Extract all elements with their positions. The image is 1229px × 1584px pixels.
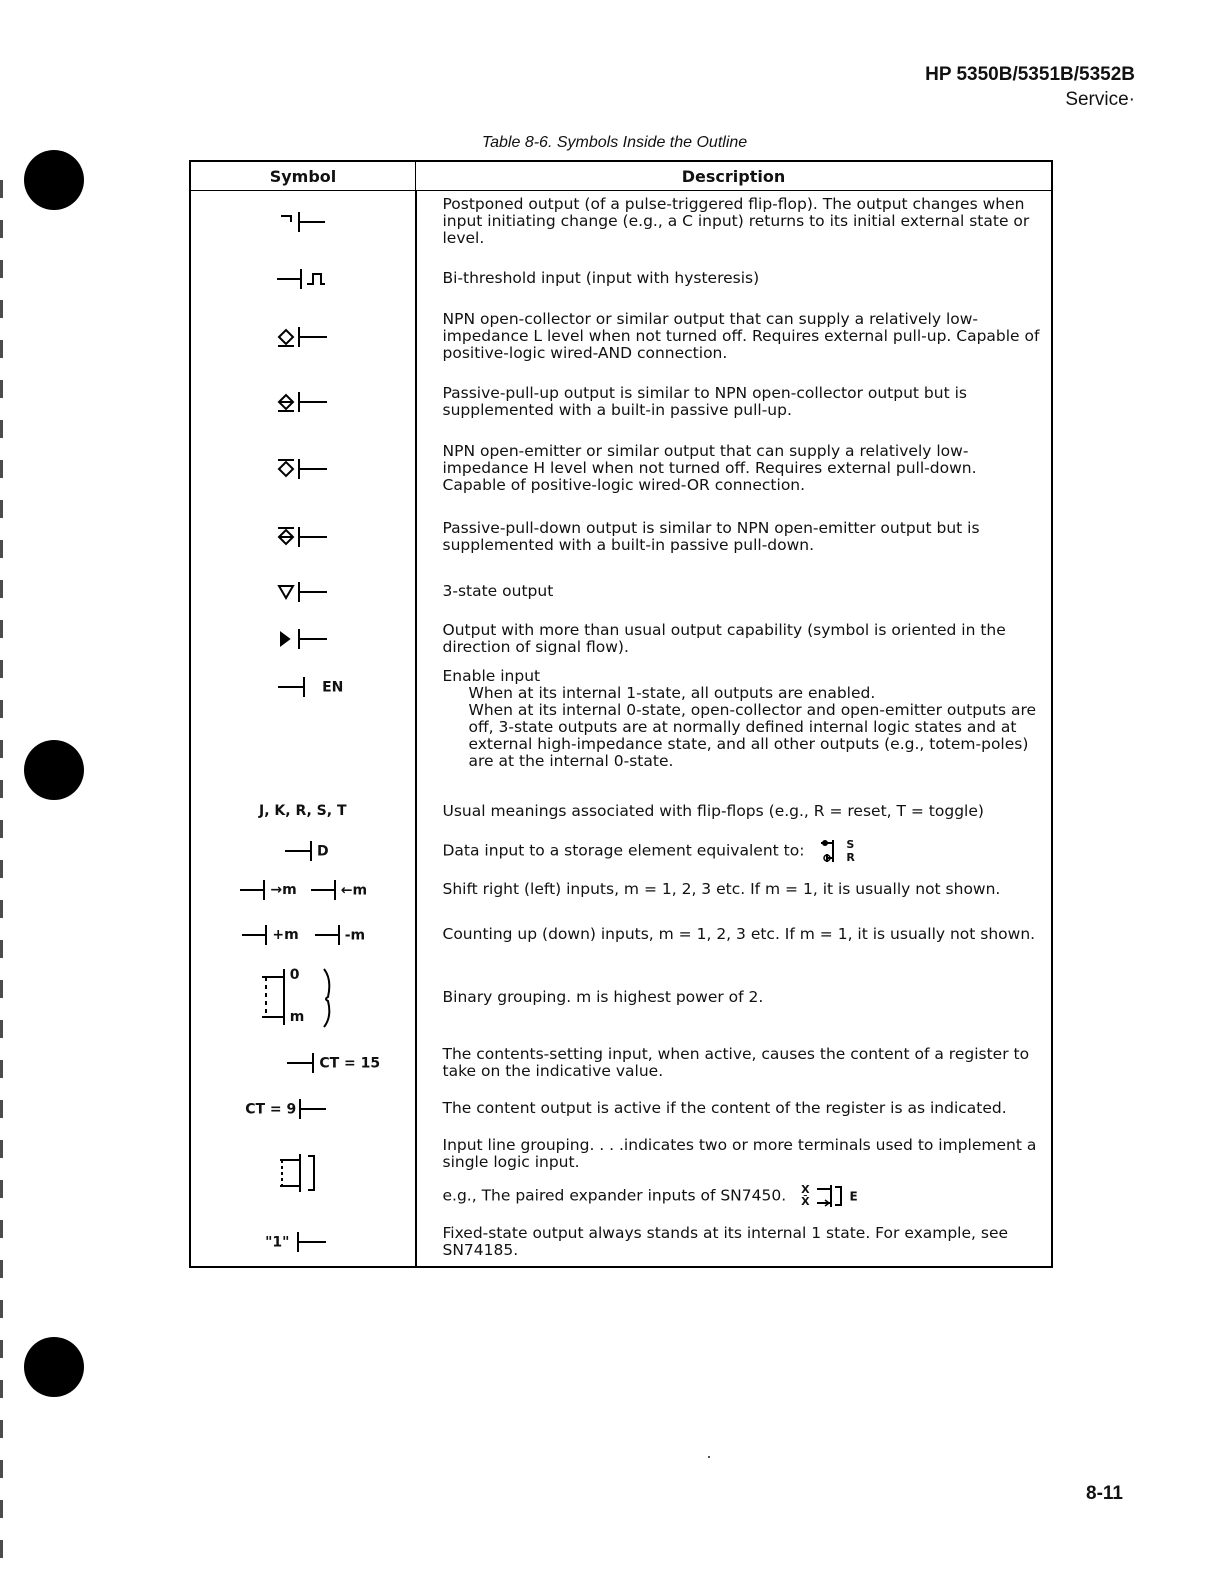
symbol-column-header: Symbol	[190, 161, 416, 191]
symbol-cell	[190, 571, 416, 613]
description-cell: Output with more than usual output capability (symbol is oriented in the direction of signal flow).	[442, 620, 1006, 656]
count-up-input-icon	[240, 923, 272, 947]
table-header-row	[190, 161, 1052, 191]
content-output-symbol	[245, 1097, 330, 1121]
page-number: 8-11	[1086, 1483, 1123, 1504]
table-row	[190, 871, 1052, 909]
table-row	[190, 369, 1052, 435]
table-row	[190, 1035, 1052, 1091]
table-row	[190, 571, 1052, 613]
expander-xbar-label: X̄	[801, 1194, 810, 1208]
binary-grouping-symbol	[258, 965, 348, 1031]
description-cell: NPN open-emitter or similar output that can supply a relatively low-impedance H level when not turned off. Requires external pull-down. Capable of positive-logic wired-OR connection.	[442, 442, 977, 494]
flip-flop-labels: J, K, R, S, T	[190, 793, 416, 831]
enable-detail: When at its internal 0-state, open-collector and open-emitter outputs are off, 3-state outputs are at normally defined internal logic states and at external high-impedance state, and all other outputs (e.g., totem-poles) are at the internal 0-state.	[468, 700, 1037, 770]
symbol-cell	[190, 1091, 416, 1127]
count-down-input-icon	[313, 923, 345, 947]
description-cell: Postponed output (of a pulse-triggered flip-flop). The output changes when input initiating change (e.g., a C input) returns to its initial external state or level.	[442, 195, 1030, 248]
symbol-cell	[190, 1127, 416, 1219]
symbol-cell	[190, 909, 416, 961]
description-cell: Passive-pull-down output is similar to NPN open-emitter output but is supplemented with a built-in passive pull-down.	[442, 518, 980, 554]
expander-input-labels	[801, 1184, 809, 1208]
scan-speck	[708, 1456, 710, 1458]
symbol-cell	[190, 1219, 416, 1267]
symbol-cell	[190, 665, 416, 793]
shift-right-input-icon	[238, 878, 270, 902]
fixed-state-symbol	[265, 1230, 330, 1254]
symbol-cell	[190, 503, 416, 571]
table-row	[190, 961, 1052, 1035]
table-row	[190, 665, 1052, 793]
fixed-state-label: "1"	[265, 1234, 290, 1251]
table-row	[190, 793, 1052, 831]
passive-pull-down-output-icon	[273, 524, 333, 550]
data-label: D	[316, 843, 329, 859]
enable-title: Enable input	[442, 666, 541, 685]
table-row	[190, 503, 1052, 571]
description-cell: Shift right (left) inputs, m = 1, 2, 3 etc. If m = 1, it is usually not shown.	[442, 880, 1001, 898]
page-left-edge	[0, 180, 3, 1560]
description-cell	[416, 831, 1053, 871]
contents-setting-input-icon	[285, 1051, 319, 1075]
symbol-cell	[190, 253, 416, 305]
contents-setting-symbol	[285, 1051, 380, 1075]
bi-threshold-input-icon	[273, 267, 333, 291]
enable-label: EN	[322, 679, 344, 695]
symbol-cell	[190, 831, 416, 871]
description-cell: Usual meanings associated with flip-flops (e.g., R = reset, T = toggle)	[442, 802, 984, 820]
count-up-label: +m	[272, 927, 299, 943]
description-cell: NPN open-collector or similar output that can supply a relatively low-impedance L level when not turned off. Requires external pull-up. Capable of positive-logic wired-AND connection.	[442, 310, 1040, 362]
fixed-state-output-icon	[294, 1230, 330, 1254]
expander-x-label: X	[801, 1182, 810, 1196]
grouping-high-label: m	[289, 1008, 305, 1025]
description-cell: 3-state output	[442, 582, 554, 600]
three-state-output-icon	[273, 580, 333, 604]
symbol-cell	[190, 435, 416, 503]
table-row	[190, 305, 1052, 369]
data-input-icon	[277, 839, 317, 863]
enable-detail: When at its internal 1-state, all outputs are enabled.	[468, 683, 876, 702]
table-row	[190, 831, 1052, 871]
grouping-example-text: e.g., The paired expander inputs of SN7450.	[442, 1186, 787, 1204]
postponed-output-icon	[273, 210, 333, 234]
table-row	[190, 1127, 1052, 1219]
punch-hole	[24, 1337, 84, 1397]
symbol-cell	[190, 613, 416, 665]
description-column-header: Description	[416, 161, 1053, 191]
description-cell: Fixed-state output always stands at its internal 1 state. For example, see SN74185.	[442, 1224, 1009, 1259]
symbol-cell	[190, 871, 416, 909]
manual-section: Service·	[1065, 89, 1135, 110]
expander-inputs-icon	[815, 1183, 845, 1209]
punch-hole	[24, 150, 84, 210]
table-row	[190, 253, 1052, 305]
description-cell: The contents-setting input, when active, causes the content of a register to take on the indicative value.	[442, 1044, 1030, 1080]
shift-right-label: →m	[270, 882, 297, 898]
symbol-cell	[190, 305, 416, 369]
description-cell: The content output is active if the content of the register is as indicated.	[442, 1099, 1007, 1117]
data-input-description: Data input to a storage element equivalent to:	[442, 841, 805, 859]
open-emitter-output-icon	[273, 456, 333, 482]
symbols-table	[189, 160, 1053, 1268]
content-output-icon	[296, 1097, 330, 1121]
enable-input-icon	[262, 675, 322, 699]
table-row	[190, 191, 1052, 253]
symbol-cell	[190, 961, 416, 1035]
input-grouping-icon	[278, 1150, 328, 1196]
grouping-example	[443, 1183, 1044, 1209]
description-cell	[416, 1127, 1053, 1219]
description-cell: Binary grouping. m is highest power of 2.	[442, 988, 764, 1006]
reset-pin-label: R	[846, 850, 855, 864]
table-row	[190, 909, 1052, 961]
table-row	[190, 1219, 1052, 1267]
table-row	[190, 435, 1052, 503]
storage-pin-labels	[846, 838, 854, 864]
table-caption: Table 8-6. Symbols Inside the Outline	[481, 134, 748, 151]
manual-model: HP 5350B/5351B/5352B	[925, 64, 1135, 85]
description-cell: Bi-threshold input (input with hysteresis)	[442, 269, 760, 287]
shift-left-label: ←m	[340, 882, 368, 898]
symbol-cell	[190, 369, 416, 435]
open-collector-output-icon	[273, 324, 333, 350]
punch-hole	[24, 740, 84, 800]
set-pin-label: S	[846, 837, 855, 851]
symbol-cell	[190, 191, 416, 253]
storage-equivalent-icon	[819, 838, 841, 864]
grouping-description: Input line grouping. . . .indicates two or more terminals used to implement a single logic input.	[442, 1135, 1037, 1171]
description-cell: Counting up (down) inputs, m = 1, 2, 3 etc. If m = 1, it is usually not shown.	[442, 925, 1036, 943]
expander-e-label: E	[849, 1189, 858, 1203]
count-down-label: -m	[344, 927, 366, 943]
grouping-low-label: 0	[289, 966, 300, 983]
passive-pull-up-output-icon	[273, 389, 333, 415]
symbol-cell	[190, 1035, 416, 1091]
table-row	[190, 1091, 1052, 1127]
page-header	[925, 62, 1135, 112]
contents-setting-label: CT = 15	[319, 1055, 381, 1071]
high-drive-output-icon	[273, 627, 333, 651]
table-row	[190, 613, 1052, 665]
description-cell	[416, 665, 1053, 793]
content-output-label: CT = 9	[245, 1101, 297, 1117]
shift-left-input-icon	[309, 878, 341, 902]
description-cell: Passive-pull-up output is similar to NPN open-collector output but is supplemented with a built-in passive pull-up.	[442, 383, 967, 419]
